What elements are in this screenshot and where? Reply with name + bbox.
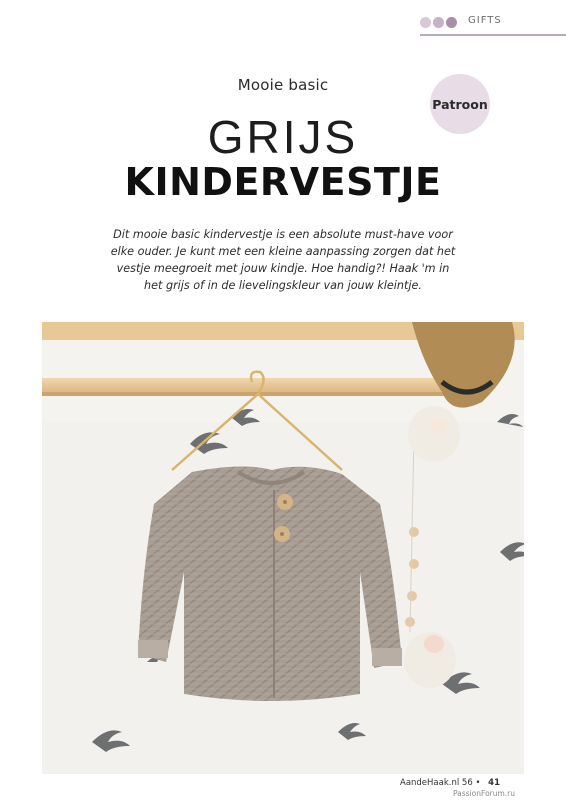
dot-2: [433, 17, 444, 28]
cardigan-illustration: [42, 322, 524, 774]
product-photo: [42, 322, 524, 774]
dot-1: [420, 17, 431, 28]
watermark: PassionForum.ru: [453, 789, 516, 798]
article-kicker: Mooie basic: [237, 76, 329, 94]
title-line-2: KINDERVESTJE: [124, 160, 442, 204]
dot-3: [446, 17, 457, 28]
page-footer: [400, 778, 500, 788]
footer-site: AandeHaak.nl 56: [400, 778, 473, 788]
intro-paragraph: Dit mooie basic kindervestje is een absolute must-have voor elke ouder. Je kunt met een kleine aanpassing zorgen dat het vestje meegroeit met jouw kindje. Hoe handig?! Haak 'm in het grijs of in de lievelingskleur van jouw kleintje.: [110, 228, 456, 292]
section-header: [420, 14, 566, 32]
title-line-1: GRIJS: [207, 111, 359, 163]
pattern-badge-label: Patroon: [432, 96, 488, 112]
header-rule: [420, 34, 566, 36]
footer-bullet: •: [475, 778, 481, 788]
section-label: GIFTS: [468, 15, 502, 26]
section-dots: [420, 17, 457, 28]
page-number: 41: [488, 778, 501, 788]
